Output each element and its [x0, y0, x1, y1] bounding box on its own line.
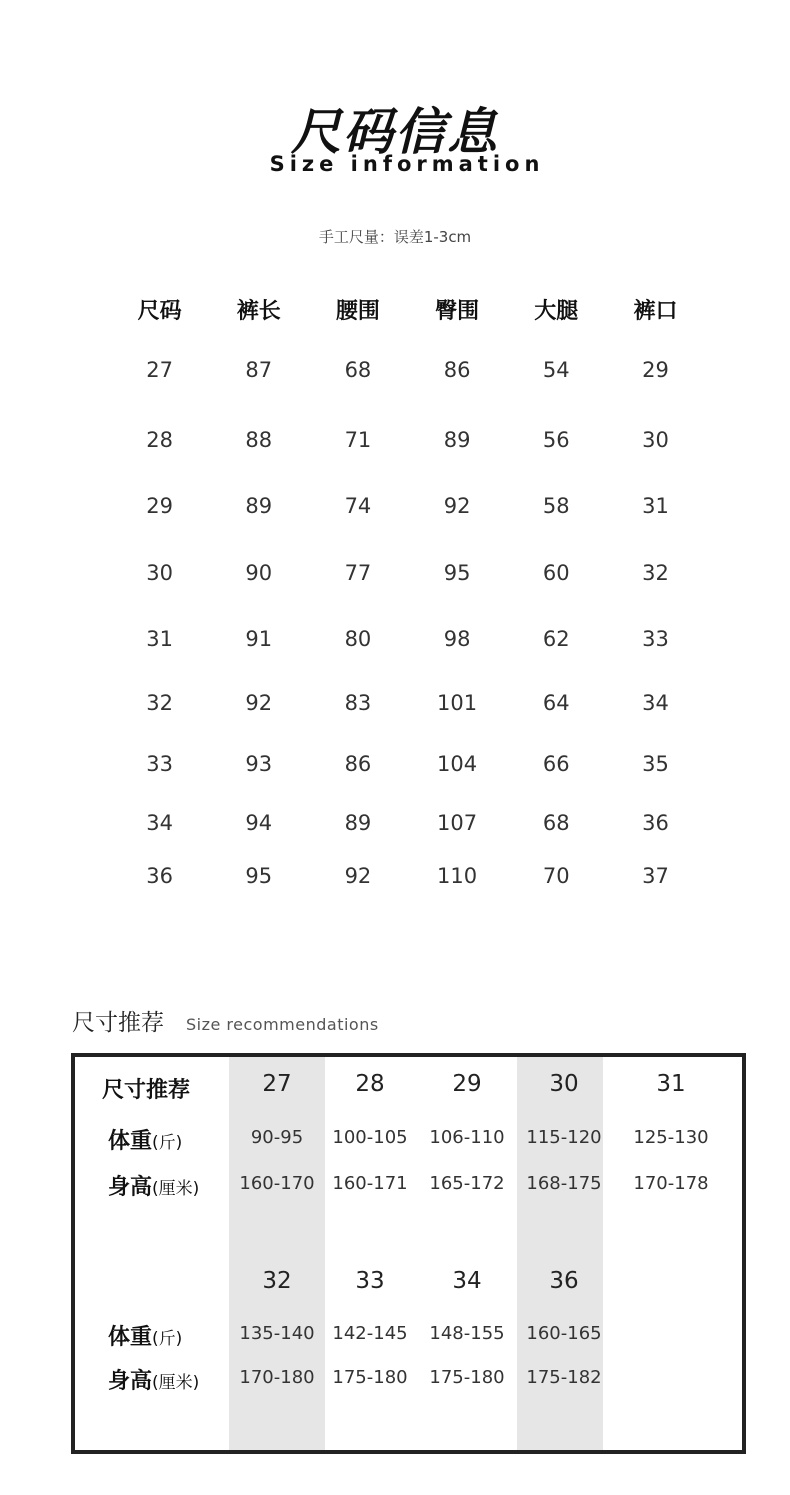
table-cell: 87	[245, 358, 273, 382]
recommended-size: 29	[452, 1071, 482, 1097]
weight-label: 体重	[108, 1325, 153, 1350]
table-cell: 60	[542, 561, 570, 585]
table-cell: 62	[542, 627, 570, 651]
height-range: 170-180	[239, 1367, 315, 1388]
weight-range: 148-155	[429, 1323, 505, 1344]
table-cell: 35	[642, 752, 669, 776]
column-header: 尺码	[137, 298, 182, 324]
table-row	[110, 473, 705, 539]
weight-row-label	[108, 1124, 182, 1155]
column-shade	[229, 1057, 325, 1450]
recommended-size: 31	[656, 1071, 686, 1097]
table-cell: 58	[542, 494, 570, 518]
table-cell: 54	[542, 358, 570, 382]
height-range: 175-180	[332, 1367, 408, 1388]
table-cell: 70	[542, 864, 570, 888]
table-cell: 36	[146, 864, 173, 888]
measurement-note: 手工尺量：误差1-3cm	[318, 228, 472, 246]
table-cell: 64	[542, 691, 570, 715]
table-cell: 88	[245, 428, 273, 452]
table-cell: 33	[642, 627, 669, 651]
table-cell: 94	[245, 811, 273, 835]
height-unit: (厘米)	[152, 1373, 200, 1393]
weight-unit: (斤)	[152, 1133, 183, 1153]
recommendations-table-heading: 尺寸推荐	[102, 1078, 191, 1103]
height-label: 身高	[108, 1369, 153, 1394]
table-cell: 68	[542, 811, 570, 835]
weight-row-label	[108, 1320, 182, 1351]
table-cell: 27	[146, 358, 173, 382]
recommendations-title-cn: 尺寸推荐	[72, 1010, 164, 1036]
height-range: 160-170	[239, 1173, 315, 1194]
table-cell: 110	[437, 864, 478, 888]
table-cell: 86	[443, 358, 471, 382]
table-cell: 28	[146, 428, 173, 452]
weight-label: 体重	[108, 1129, 153, 1154]
table-cell: 91	[245, 627, 273, 651]
table-cell: 83	[344, 691, 372, 715]
table-row	[110, 333, 705, 407]
weight-range: 90-95	[250, 1127, 304, 1148]
column-header: 大腿	[534, 298, 579, 324]
table-cell: 98	[443, 627, 471, 651]
weight-range: 135-140	[239, 1323, 315, 1344]
weight-range: 106-110	[429, 1127, 505, 1148]
table-cell: 89	[245, 494, 273, 518]
height-range: 170-178	[633, 1173, 709, 1194]
table-cell: 31	[642, 494, 669, 518]
table-cell: 74	[344, 494, 372, 518]
recommended-size: 36	[549, 1268, 579, 1294]
table-cell: 33	[146, 752, 173, 776]
table-cell: 30	[146, 561, 173, 585]
weight-range: 160-165	[526, 1323, 602, 1344]
height-range: 160-171	[332, 1173, 408, 1194]
table-cell: 92	[245, 691, 273, 715]
table-cell: 89	[344, 811, 372, 835]
table-cell: 89	[443, 428, 471, 452]
table-cell: 32	[146, 691, 173, 715]
table-row	[110, 793, 705, 853]
table-cell: 66	[542, 752, 570, 776]
table-cell: 34	[146, 811, 173, 835]
height-range: 175-182	[526, 1367, 602, 1388]
height-range: 168-175	[526, 1173, 602, 1194]
size-table-body	[110, 333, 705, 899]
recommended-size: 30	[549, 1071, 579, 1097]
table-cell: 29	[146, 494, 173, 518]
size-table	[110, 285, 705, 899]
weight-range: 100-105	[332, 1127, 408, 1148]
recommended-size: 33	[355, 1268, 385, 1294]
table-cell: 34	[642, 691, 669, 715]
column-header: 裤口	[633, 298, 678, 324]
table-cell: 101	[437, 691, 478, 715]
table-cell: 80	[344, 627, 372, 651]
weight-range: 115-120	[526, 1127, 602, 1148]
table-row	[110, 407, 705, 473]
table-cell: 31	[146, 627, 173, 651]
table-row	[110, 735, 705, 793]
table-cell: 37	[642, 864, 669, 888]
table-row	[110, 853, 705, 899]
table-cell: 104	[437, 752, 478, 776]
column-header: 臀围	[435, 298, 480, 324]
recommendations-heading	[72, 1004, 379, 1037]
weight-range: 142-145	[332, 1323, 408, 1344]
weight-unit: (斤)	[152, 1329, 183, 1349]
page-title: 尺码信息	[291, 103, 499, 161]
recommended-size: 34	[452, 1268, 482, 1294]
column-header: 腰围	[335, 298, 380, 324]
table-cell: 71	[344, 428, 372, 452]
height-range: 165-172	[429, 1173, 505, 1194]
table-cell: 56	[542, 428, 570, 452]
table-cell: 95	[245, 864, 273, 888]
table-cell: 29	[642, 358, 669, 382]
size-table-header	[110, 285, 705, 333]
table-cell: 77	[344, 561, 372, 585]
table-row	[110, 607, 705, 671]
table-row	[110, 539, 705, 607]
table-cell: 36	[642, 811, 669, 835]
column-shade	[517, 1057, 603, 1450]
recommended-size: 28	[355, 1071, 385, 1097]
table-cell: 95	[443, 561, 471, 585]
weight-range: 125-130	[633, 1127, 709, 1148]
table-cell: 92	[443, 494, 471, 518]
column-header: 裤长	[236, 298, 281, 324]
recommendations-table	[71, 1053, 746, 1454]
table-cell: 92	[344, 864, 372, 888]
recommended-size: 27	[262, 1071, 292, 1097]
page-subtitle: Size information	[269, 152, 545, 176]
table-cell: 30	[642, 428, 669, 452]
recommendations-title-en: Size recommendations	[186, 1015, 379, 1034]
table-cell: 93	[245, 752, 273, 776]
table-row	[110, 671, 705, 735]
table-cell: 68	[344, 358, 372, 382]
table-cell: 32	[642, 561, 669, 585]
height-unit: (厘米)	[152, 1179, 200, 1199]
height-row-label	[108, 1364, 199, 1395]
table-cell: 86	[344, 752, 372, 776]
table-cell: 90	[245, 561, 273, 585]
recommended-size: 32	[262, 1268, 292, 1294]
height-row-label	[108, 1170, 199, 1201]
table-cell: 107	[437, 811, 478, 835]
height-range: 175-180	[429, 1367, 505, 1388]
height-label: 身高	[108, 1175, 153, 1200]
